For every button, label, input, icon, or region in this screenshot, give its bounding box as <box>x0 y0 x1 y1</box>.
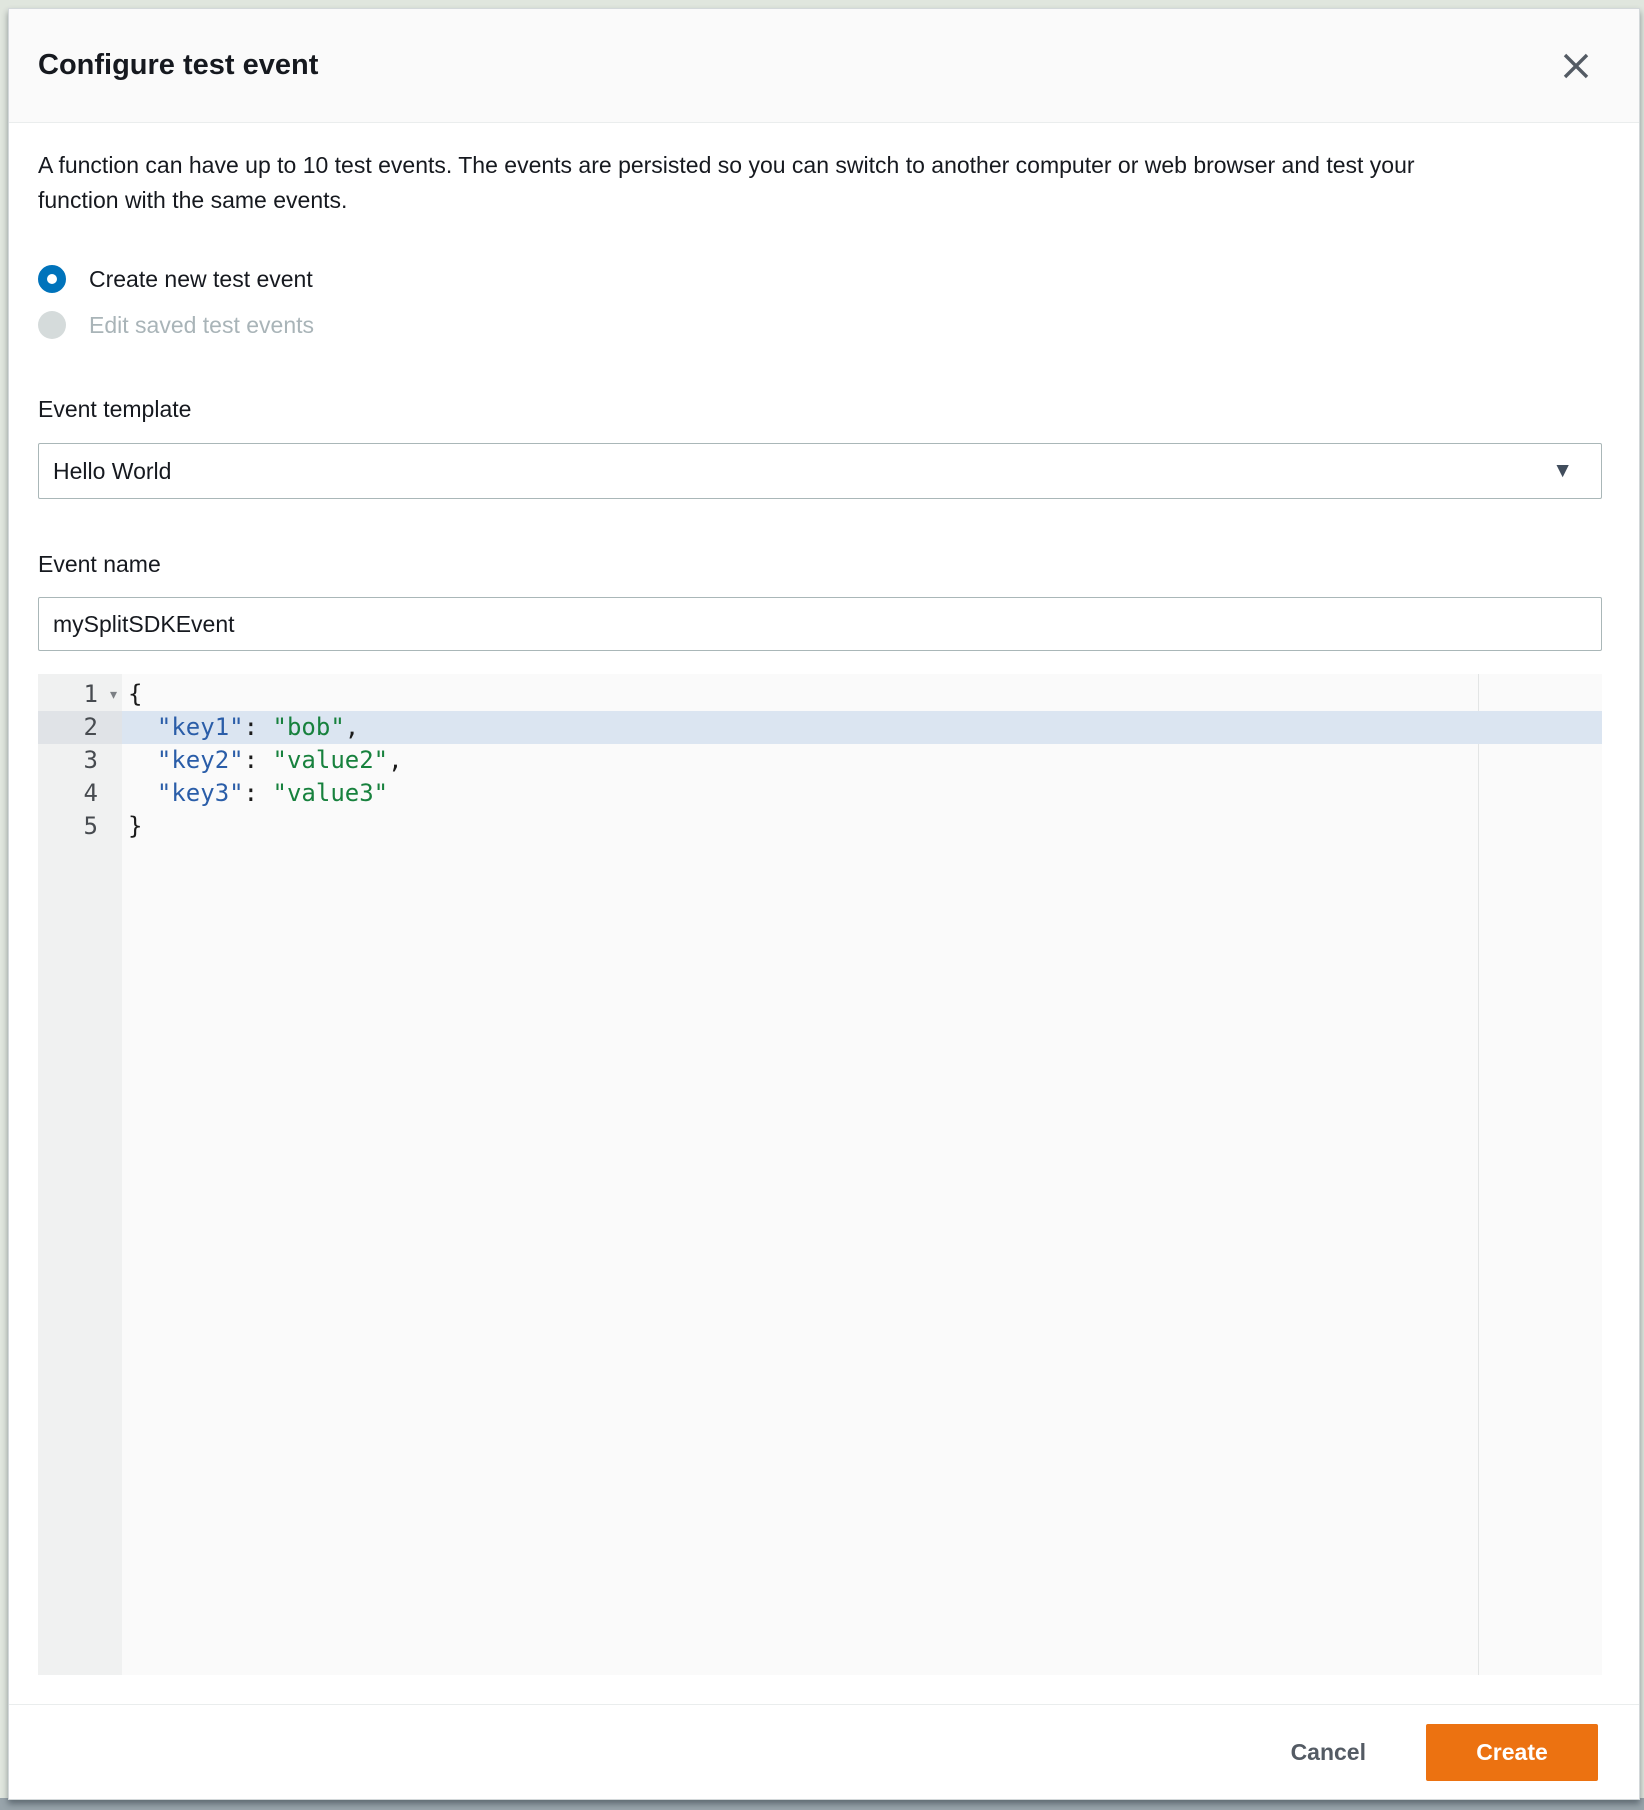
radio-icon-edit-saved-test-events <box>38 311 66 339</box>
code-token-punct: , <box>344 713 360 741</box>
code-token-punct: } <box>128 812 143 840</box>
code-line-content <box>122 711 1602 744</box>
event-template-label: Event template <box>38 396 192 422</box>
line-number-4[interactable]: 4 <box>83 779 98 807</box>
event-template-select[interactable] <box>38 443 1602 499</box>
line-number-3[interactable]: 3 <box>83 746 98 774</box>
event-template-field <box>38 394 1608 499</box>
code-token-plain <box>128 713 157 741</box>
dialog-header <box>9 9 1639 123</box>
code-token-key: "key2" <box>156 746 244 774</box>
dialog-title: Configure test event <box>38 49 319 81</box>
radio-option-create-new-test-event[interactable] <box>38 256 1608 302</box>
radio-group <box>38 256 1608 348</box>
code-line-content <box>122 777 1602 810</box>
code-line-5[interactable] <box>38 810 1602 843</box>
code-token-punct: { <box>128 680 143 708</box>
dialog-body <box>9 123 1639 1704</box>
code-token-string: "bob" <box>272 713 345 741</box>
close-icon <box>1561 51 1591 81</box>
create-button[interactable]: Create <box>1426 1724 1598 1781</box>
code-line-2[interactable] <box>38 711 1602 744</box>
code-token-key: "key1" <box>156 713 244 741</box>
cancel-button[interactable]: Cancel <box>1290 1738 1366 1765</box>
editor-rows <box>38 674 1602 843</box>
code-token-punct: : <box>243 779 273 807</box>
event-template-value: Hello World <box>53 457 172 484</box>
dialog-description: A function can have up to 10 test events. The events are persisted so you can switch to another computer or web browser and test your function with the same events. <box>38 152 1415 213</box>
radio-icon-create-new-test-event[interactable] <box>38 265 66 293</box>
event-name-label: Event name <box>38 551 161 577</box>
code-token-punct: : <box>243 713 273 741</box>
code-line-3[interactable] <box>38 744 1602 777</box>
code-editor[interactable] <box>38 674 1602 1675</box>
code-token-string: "value2" <box>272 746 389 774</box>
code-token-string: "value3" <box>272 779 389 807</box>
close-button[interactable] <box>1557 47 1595 85</box>
radio-option-edit-saved-test-events <box>38 302 1608 348</box>
fold-arrow-icon[interactable]: ▾ <box>108 684 119 705</box>
code-token-key: "key3" <box>156 779 244 807</box>
code-line-content <box>122 678 1602 711</box>
code-token-plain <box>128 779 157 807</box>
code-line-content <box>122 810 1602 843</box>
code-token-plain <box>128 746 157 774</box>
code-line-1[interactable] <box>38 678 1602 711</box>
dialog-footer <box>9 1704 1639 1799</box>
code-line-4[interactable] <box>38 777 1602 810</box>
event-name-input[interactable] <box>38 597 1602 651</box>
line-number-2[interactable]: 2 <box>38 711 122 744</box>
code-token-punct: : <box>243 746 273 774</box>
code-line-content <box>122 744 1602 777</box>
code-token-punct: , <box>388 746 403 774</box>
line-number-1[interactable]: 1 ▾ <box>38 678 122 711</box>
radio-label-create-new-test-event: Create new test event <box>89 265 313 292</box>
event-name-field <box>38 549 1608 651</box>
configure-test-event-dialog <box>8 8 1640 1800</box>
dropdown-caret-icon: ▼ <box>1552 459 1573 483</box>
radio-label-edit-saved-test-events: Edit saved test events <box>89 311 315 338</box>
line-number-5[interactable]: 5 <box>83 812 98 840</box>
